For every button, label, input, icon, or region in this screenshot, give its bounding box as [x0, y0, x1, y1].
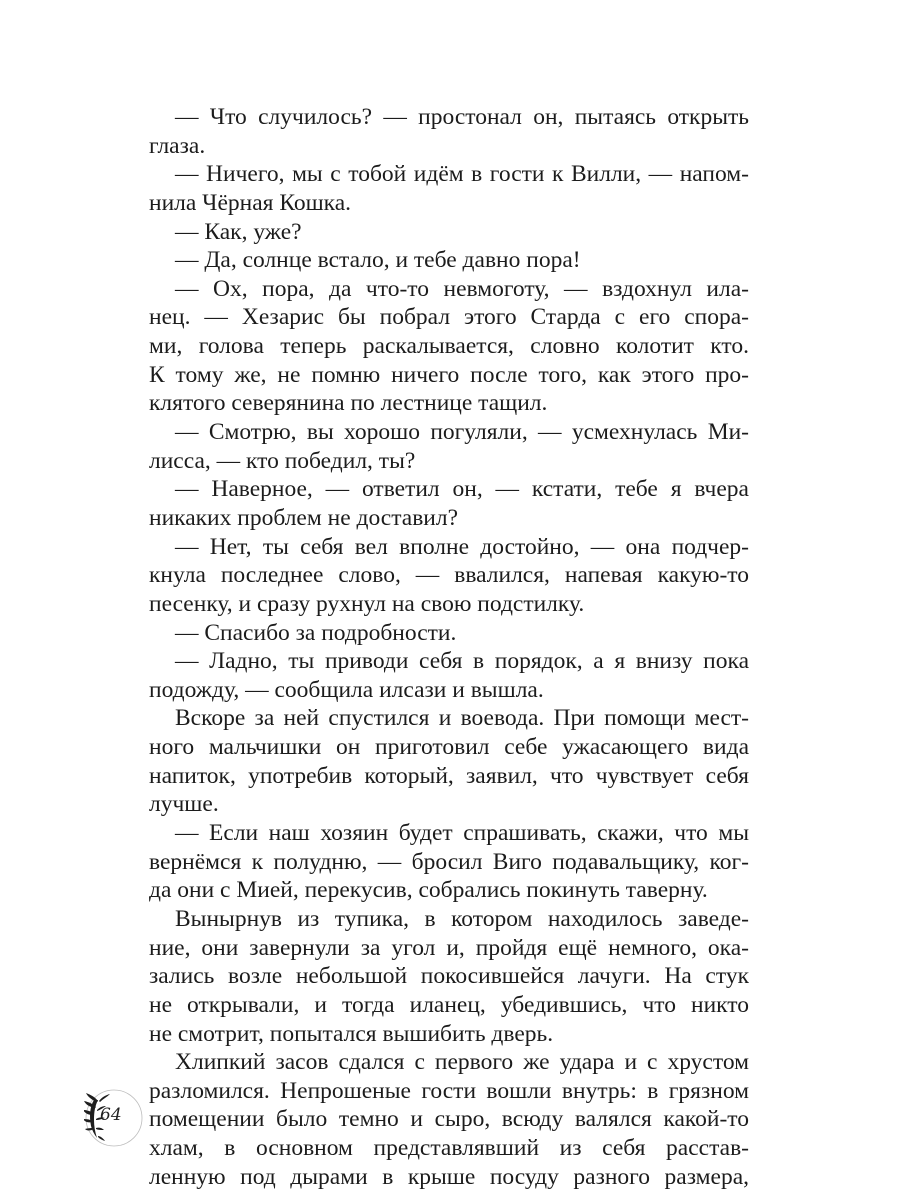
text-line: подожду, — сообщила илсази и вышла.: [149, 676, 544, 703]
text-line: нец. — Хезарис бы побрал этого Старда с его спора-: [149, 304, 749, 331]
text-line: вернёмся к полудню, — бросил Виго подавальщику, ког-: [149, 848, 749, 875]
page-number: 64: [100, 1105, 122, 1125]
text-line: ного мальчишки он приготовил себе ужасающего вида: [149, 734, 749, 761]
text-line: ми, голова теперь раскалывается, словно колотит кто.: [149, 333, 749, 360]
text-line: не смотрит, попытался вышибить дверь.: [149, 1020, 554, 1047]
text-line: ние, они завернули за угол и, пройдя ещё немного, ока-: [149, 934, 749, 961]
text-line: лисса, — кто победил, ты?: [149, 447, 416, 474]
text-line: никаких проблем не доставил?: [149, 504, 459, 531]
text-line: — Ничего, мы с тобой идём в гости к Вилли, — напом-: [175, 161, 749, 188]
text-line: глаза.: [149, 132, 206, 159]
text-line: — Как, уже?: [175, 218, 302, 245]
text-line: — Если наш хозяин будет спрашивать, скажи, что мы: [175, 820, 749, 847]
text-line: кнула последнее слово, — ввалился, напевая какую-то: [149, 562, 749, 589]
text-line: — Наверное, — ответил он, — кстати, тебе я вчера: [175, 476, 749, 503]
text-line: Хлипкий засов сдался с первого же удара и с хрустом: [175, 1049, 749, 1076]
text-line: хлам, в основном представлявший из себя расстав-: [149, 1135, 749, 1162]
text-line: разломился. Непрошеные гости вошли внутрь: в грязном: [149, 1077, 749, 1104]
text-line: — Да, солнце встало, и тебе давно пора!: [175, 247, 581, 274]
text-line: напиток, употребив который, заявил, что чувствует себя: [149, 762, 749, 789]
text-line: — Что случилось? — простонал он, пытаясь открыть: [175, 104, 749, 130]
text-line: — Ладно, ты приводи себя в порядок, а я внизу пока: [175, 648, 749, 675]
page-number-ornament: [78, 1088, 150, 1148]
text-line: зались возле небольшой покосившейся лачуги. На стук: [149, 963, 749, 990]
text-line: не открывали, и тогда иланец, убедившись, что никто: [149, 991, 749, 1018]
text-line: Вскоре за ней спустился и воевода. При помощи мест-: [175, 705, 749, 732]
text-line: лучше.: [149, 791, 219, 818]
text-line: — Спасибо за подробности.: [175, 619, 457, 646]
text-line: нила Чёрная Кошка.: [149, 189, 352, 216]
text-line: — Нет, ты себя вел вполне достойно, — она подчер-: [175, 533, 749, 560]
text-line: помещении было темно и сыро, всюду валялся какой-то: [149, 1106, 749, 1133]
text-line: К тому же, не помню ничего после того, как этого про-: [149, 361, 749, 388]
text-line: — Смотрю, вы хорошо погуляли, — усмехнулась Ми-: [175, 419, 749, 446]
text-line: Вынырнув из тупика, в котором находилось заведе-: [175, 905, 749, 932]
text-line: ленную под дырами в крыше посуду разного размера,: [149, 1163, 749, 1190]
body-text: [149, 103, 749, 1191]
text-line: — Ох, пора, да что-то невмоготу, — вздохнул ила-: [175, 275, 749, 302]
text-line: клятого северянина по лестнице тащил.: [149, 390, 548, 417]
text-line: песенку, и сразу рухнул на свою подстилку.: [149, 590, 585, 617]
text-line: да они с Мией, перекусив, собрались покинуть таверну.: [149, 877, 708, 904]
